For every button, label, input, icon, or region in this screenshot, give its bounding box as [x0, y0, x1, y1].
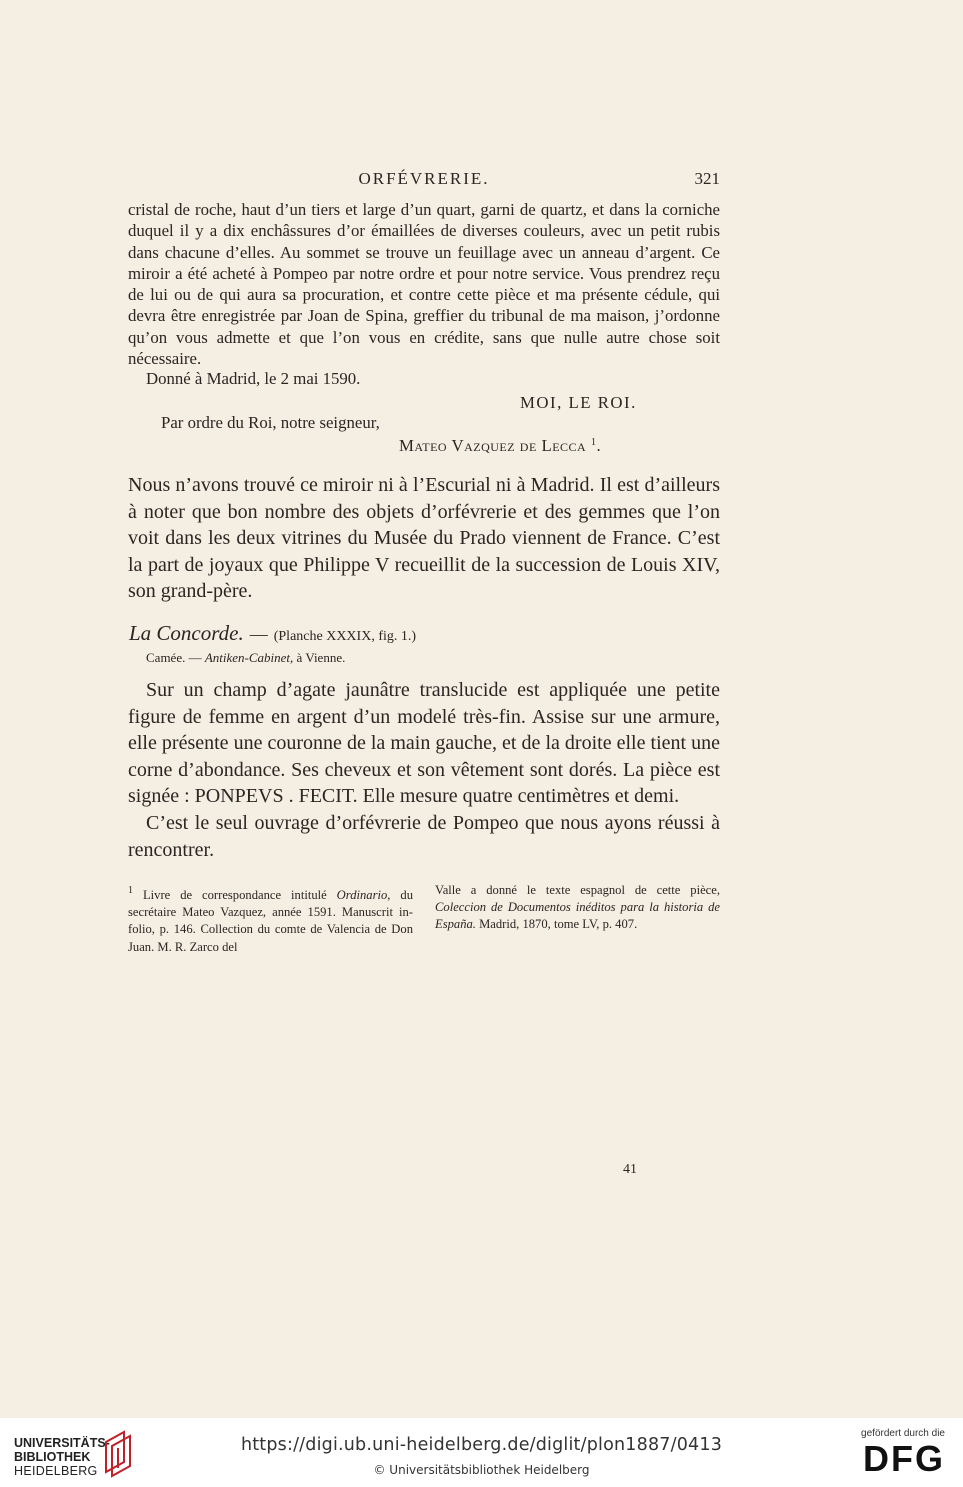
order-line: Par ordre du Roi, notre seigneur, [161, 413, 380, 432]
logo-line-3: HEIDELBERG [14, 1464, 98, 1478]
plate-reference: (Planche XXXIX, fig. 1.) [273, 629, 417, 644]
section-dash: — [249, 624, 268, 644]
letter-date: Donné à Madrid, le 2 mai 1590. [146, 369, 361, 388]
letter-text [128, 199, 720, 369]
running-head [128, 169, 720, 191]
footnote-text: Madrid, 1870, tome LV, p. 407. [479, 917, 638, 932]
funded-by: gefördert durch die [861, 1428, 945, 1439]
footnote-text: Valle a donné le texte espagnol de cette pièce, [435, 883, 720, 897]
footnote-text: du secrétaire Mateo Vazquez, année 1591. Manuscrit in-folio, p. 146. Collection du comte de Valencia de Don Juan. M. R. Zarco del [128, 888, 413, 954]
cameo-line [146, 650, 345, 666]
secretary-text: Mateo Vazquez de Lecca [399, 436, 587, 455]
footnote-italic: Ordinario, [336, 888, 391, 902]
footnote-text: Livre de correspondance intitulé [142, 888, 327, 902]
logo-line-1: UNIVERSITÄTS- [14, 1436, 110, 1450]
footnote-column-1 [128, 882, 413, 956]
cameo-city: à Vienne. [296, 650, 346, 665]
body-paragraph-1 [128, 472, 720, 605]
letter-paragraph: cristal de roche, haut d’un tiers et large d’un quart, garni de quartz, et dans la corniche duquel il y a dix enchâssures d’or émaillées de diverses couleurs, avec un petit rubis dans chacune d’elles. Au sommet se trouve un feuillage avec un anneau d’argent. Ce miroir a été acheté à Pompeo par notre ordre et pour notre service. Vous prendrez reçu de lui ou de qui aura sa procuration, et contre cette pièce et ma présente cédule, qui devra être enregistrée par Joan de Spina, greffier du tribunal de ma maison, j’ordonne qu’on vous admette et que l’on vous en crédite, sans que nulle autre chose soit nécessaire. [128, 200, 720, 369]
footnote-column-2 [435, 882, 720, 956]
section-heading [129, 621, 416, 646]
dfg-wordmark: DFG [863, 1438, 945, 1479]
footnote-italic: Coleccion de Documentos inéditos para la historia de España. [435, 900, 720, 932]
body-paragraph-3 [128, 810, 720, 863]
paragraph-text: Sur un champ d’agate jaunâtre translucide est appliquée une petite figure de femme en argent d’un modelé très-fin. Assise sur une armure, elle présente une couronne de la main gauche, et de la droite elle tient une corne d’abondance. Ses cheveux et son vêtement sont dorés. La pièce est signée : PONPEVS . FECIT. Elle mesure quatre centimètres et demi. [128, 679, 720, 807]
body-paragraph-2 [128, 677, 720, 810]
cameo-collection: Antiken-Cabinet, [204, 650, 294, 665]
footnote-marker: 1 [128, 885, 133, 896]
section-title: La Concorde. [129, 621, 244, 645]
signature-mark: 41 [623, 1162, 637, 1177]
paragraph-text: Nous n’avons trouvé ce miroir ni à l’Escurial ni à Madrid. Il est d’ailleurs à noter que bon nombre des objets d’orfévrerie et des gemmes que l’on voit dans les deux vitrines du Musée du Prado viennent de France. C’est la part de joyaux que Philippe V recueillit de la succession de Louis XIV, son grand-père. [128, 474, 720, 602]
page-number: 321 [694, 169, 720, 188]
logo-line-2: BIBLIOTHEK [14, 1450, 91, 1464]
cameo-prefix: Camée. — [146, 650, 202, 665]
royal-signature: MOI, LE ROI. [520, 393, 637, 412]
paragraph-text: C’est le seul ouvrage d’orfévrerie de Pompeo que nous ayons réussi à rencontrer. [128, 812, 720, 861]
footnote-ref: 1 [590, 437, 597, 448]
secretary-name: Mateo Vazquez de Lecca $^1$. [399, 436, 602, 455]
footnotes [128, 882, 720, 956]
permalink[interactable]: https://digi.ub.uni-heidelberg.de/diglit/plon1887/0413 [240, 1435, 723, 1455]
dfg-logo[interactable] [861, 1428, 945, 1479]
copyright: © Universitätsbibliothek Heidelberg [373, 1463, 590, 1477]
footer-bar [0, 1418, 963, 1487]
running-title: ORFÉVRERIE. [358, 169, 490, 188]
